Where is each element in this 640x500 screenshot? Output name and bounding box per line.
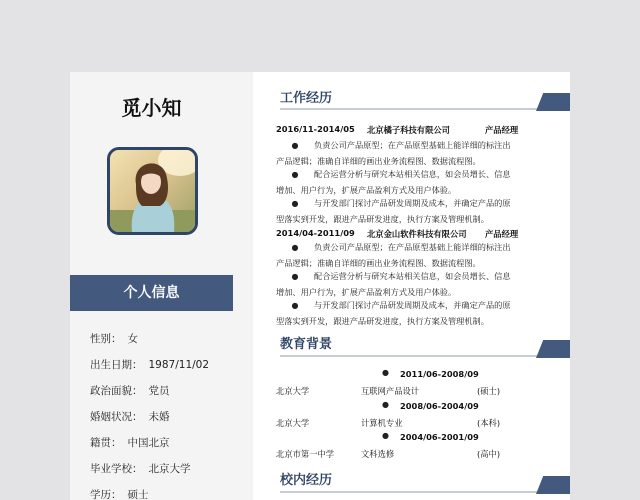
bullet-dot-icon: ● bbox=[291, 272, 299, 281]
edu-1-major: 互联网产品设计 bbox=[361, 386, 420, 396]
info-marital-status: 婚姻状况： 未婚 bbox=[90, 411, 170, 423]
bullet-dot-icon: ● bbox=[291, 199, 299, 208]
bullet-dot-icon: ● bbox=[382, 400, 389, 409]
candidate-name: 觅小知 bbox=[121, 96, 182, 120]
info-political-status: 政治面貌： 党员 bbox=[90, 385, 170, 397]
job-1-bullet-1: ● 负责公司产品原型；在产品原型基础上能详细的标注出 产品逻辑；准确自详细的画出业务流程图、数据流程图。 bbox=[276, 140, 511, 166]
education-section-divider bbox=[280, 355, 570, 357]
edu-3-degree: (高中) bbox=[477, 449, 501, 459]
info-birthdate: 出生日期： 1987/11/02 bbox=[90, 359, 210, 371]
job-2-role: 产品经理 bbox=[485, 229, 519, 239]
job-2-company: 北京金山软件科技有限公司 bbox=[367, 229, 467, 239]
edu-2-period: 2008/06-2004/09 bbox=[400, 401, 479, 411]
right-column bbox=[253, 72, 570, 500]
education-section-title: 教育背景 bbox=[280, 337, 333, 352]
job-1-bullet-2: ● 配合运营分析与研究本站相关信息，如会员增长、信息 增加、用户行为，扩展产品盈利方式及用户体验。 bbox=[276, 169, 511, 195]
job-1-bullet-3: ● 与开发部门探讨产品研发周期及成本，并确定产品的原 型落实到开发，跟进产品研发进度，执行方案及管理机制。 bbox=[276, 198, 511, 224]
bullet-dot-icon: ● bbox=[382, 431, 389, 440]
edu-3-period: 2004/06-2001/09 bbox=[400, 432, 479, 442]
profile-photo bbox=[107, 147, 198, 235]
job-1-role: 产品经理 bbox=[485, 125, 519, 135]
edu-1-degree: (硕士) bbox=[477, 386, 501, 396]
work-section-tab bbox=[536, 93, 570, 111]
info-degree: 学历： 硕士 bbox=[90, 489, 149, 500]
edu-2-school: 北京大学 bbox=[276, 418, 310, 428]
bullet-dot-icon: ● bbox=[291, 243, 299, 252]
campus-section-tab bbox=[536, 476, 570, 494]
edu-2-degree: (本科) bbox=[477, 418, 501, 428]
education-section-tab bbox=[536, 340, 570, 358]
bullet-dot-icon: ● bbox=[382, 368, 389, 377]
job-2-bullet-1: ● 负责公司产品原型；在产品原型基础上能详细的标注出 产品逻辑；准确自详细的画出业务流程图、数据流程图。 bbox=[276, 242, 511, 268]
edu-3-school: 北京市第一中学 bbox=[276, 449, 335, 459]
info-school: 毕业学校： 北京大学 bbox=[90, 463, 191, 475]
bullet-dot-icon: ● bbox=[291, 301, 299, 310]
info-hometown: 籍贯： 中国北京 bbox=[90, 437, 170, 449]
job-1-period: 2016/11-2014/05 bbox=[276, 124, 355, 134]
campus-section-title: 校内经历 bbox=[280, 473, 333, 488]
campus-section-divider bbox=[280, 491, 570, 493]
edu-1-school: 北京大学 bbox=[276, 386, 310, 396]
edu-2-major: 计算机专业 bbox=[361, 418, 403, 428]
job-2-bullet-3: ● 与开发部门探讨产品研发周期及成本，并确定产品的原 型落实到开发，跟进产品研发进度，执行方案及管理机制。 bbox=[276, 300, 511, 326]
work-section-divider bbox=[280, 108, 570, 110]
personal-info-header: 个人信息 bbox=[70, 275, 233, 311]
portrait-image bbox=[110, 150, 195, 232]
left-column bbox=[70, 72, 253, 500]
job-2-period: 2014/04-2011/09 bbox=[276, 228, 355, 238]
work-section-title: 工作经历 bbox=[280, 91, 333, 106]
edu-1-period: 2011/06-2008/09 bbox=[400, 369, 479, 379]
bullet-dot-icon: ● bbox=[291, 170, 299, 179]
info-gender: 性别： 女 bbox=[90, 333, 138, 345]
job-2-bullet-2: ● 配合运营分析与研究本站相关信息，如会员增长、信息 增加、用户行为，扩展产品盈利方式及用户体验。 bbox=[276, 271, 511, 297]
job-1-company: 北京橘子科技有限公司 bbox=[367, 125, 450, 135]
resume-page bbox=[70, 72, 570, 500]
edu-3-major: 文科选修 bbox=[361, 449, 395, 459]
bullet-dot-icon: ● bbox=[291, 141, 299, 150]
